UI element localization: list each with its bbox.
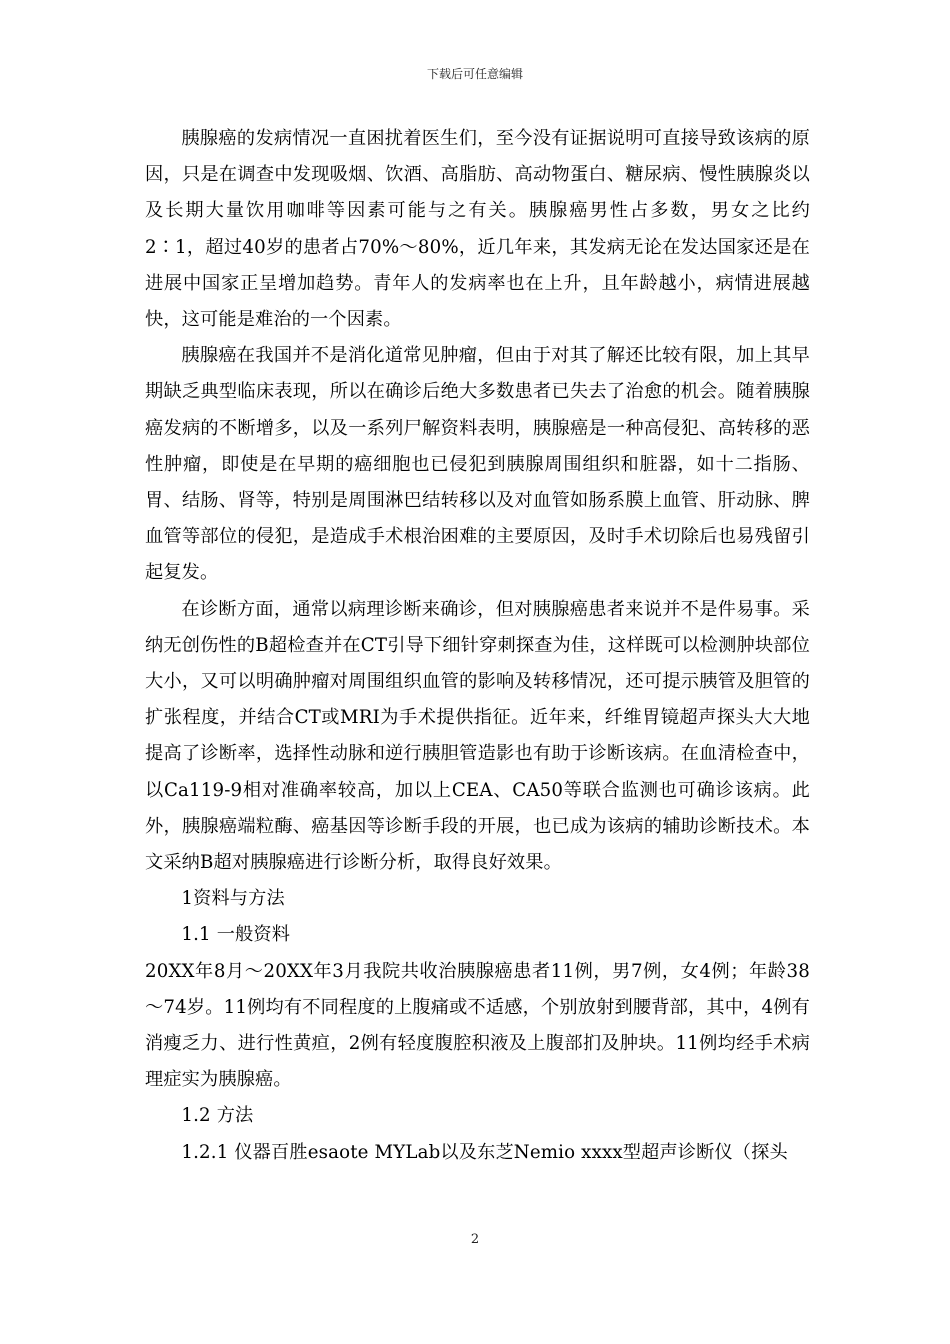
paragraph-etiology: 胰腺癌的发病情况一直困扰着医生们，至今没有证据说明可直接导致该病的原因，只是在调查中发现吸烟、饮酒、高脂肪、高动物蛋白、糖尿病、慢性胰腺炎以及长期大量饮用咖啡等因素可能与之有关。胰腺癌男性占多数，男女之比约2∶1，超过40岁的患者占70%～80%，近几年来，其发病无论在发达国家还是在进展中国家正呈增加趋势。青年人的发病率也在上升，且年龄越小，病情进展越快，这可能是难治的一个因素。: [145, 128, 810, 331]
page-number: 2: [470, 1232, 480, 1247]
page-header: 下载后可任意编辑: [426, 67, 523, 81]
document-body: [145, 121, 810, 1171]
paragraph-diagnosis: 在诊断方面，通常以病理诊断来确诊，但对胰腺癌患者来说并不是件易事。采纳无创伤性的B超检查并在CT引导下细针穿刺探查为佳，这样既可以检测肿块部位大小，又可以明确肿瘤对周围组织血管的影响及转移情况，还可提示胰管及胆管的扩张程度，并结合CT或MRI为手术提供指征。近年来，纤维胃镜超声探头大大地提高了诊断率，选择性动脉和逆行胰胆管造影也有助于诊断该病。在血清检查中，以Ca119-9相对准确率较高，加以上CEA、CA50等联合监测也可确诊该病。此外，胰腺癌端粒酶、癌基因等诊断手段的开展，也已成为该病的辅助诊断技术。本文采纳B超对胰腺癌进行诊断分析，取得良好效果。: [145, 598, 810, 874]
subsection-heading-general-data: 1.1 一般资料: [181, 924, 291, 946]
paragraph-metastasis: 胰腺癌在我国并不是消化道常见肿瘤，但由于对其了解还比较有限，加上其早期缺乏典型临床表现，所以在确诊后绝大多数患者已失去了治愈的机会。随着胰腺癌发病的不断增多，以及一系列尸解资料表明，胰腺癌是一种高侵犯、高转移的恶性肿瘤，即使是在早期的癌细胞也已侵犯到胰腺周围组织和脏器，如十二指肠、胃、结肠、肾等，特别是周围淋巴结转移以及对血管如肠系膜上血管、肝动脉、脾血管等部位的侵犯，是造成手术根治困难的主要原因，及时手术切除后也易残留引起复发。: [145, 345, 810, 584]
paragraph-general-data: 20XX年8月～20XX年3月我院共收治胰腺癌患者11例，男7例，女4例；年龄38～74岁。11例均有不同程度的上腹痛或不适感，个别放射到腰背部，其中，4例有消瘦乏力、进行性黄疸，2例有轻度腹腔积液及上腹部扪及肿块。11例均经手术病理症实为胰腺癌。: [145, 960, 810, 1091]
section-heading-materials-methods: 1资料与方法: [181, 888, 285, 910]
paragraph-instruments: 1.2.1 仪器百胜esaote MYLab以及东芝Nemio xxxx型超声诊断仪（探头: [181, 1141, 788, 1163]
subsection-heading-methods: 1.2 方法: [181, 1105, 254, 1127]
